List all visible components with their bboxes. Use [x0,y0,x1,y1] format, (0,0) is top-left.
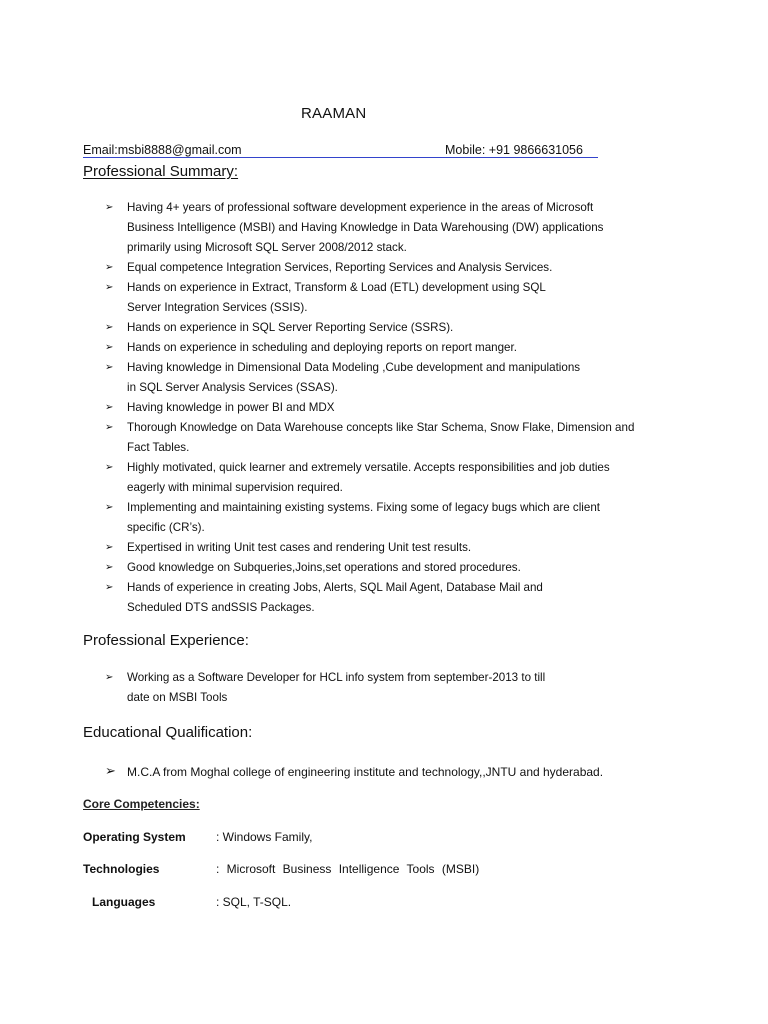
list-item [105,258,695,278]
contact-underline [83,157,598,158]
candidate-name: RAAMAN [301,105,367,122]
technologies-label: Technologies [83,862,160,876]
list-item [105,278,695,318]
list-item [105,338,695,358]
arrow-bullet-icon: ➢ [105,763,116,778]
languages-label: Languages [92,895,156,909]
list-item-text: Scheduled DTS andSSIS Packages. [127,601,315,614]
list-item-text: Good knowledge on Subqueries,Joins,set operations and stored procedures. [127,561,521,574]
professional-experience-heading: Professional Experience: [83,632,249,649]
arrow-bullet-icon: ➢ [105,342,114,353]
list-item [105,578,695,618]
list-item-text: Thorough Knowledge on Data Warehouse concepts like Star Schema, Snow Flake, Dimension and [127,421,635,434]
list-item [105,398,695,418]
list-item-text: Hands on experience in scheduling and deploying reports on report manger. [127,341,517,354]
list-item-text: Hands of experience in creating Jobs, Alerts, SQL Mail Agent, Database Mail and [127,581,543,594]
list-item-text: Hands on experience in SQL Server Reporting Service (SSRS). [127,321,454,334]
list-item [105,538,695,558]
arrow-bullet-icon: ➢ [105,462,114,473]
operating-system-label: Operating System [83,830,186,844]
list-item [105,358,695,398]
list-item [105,668,545,708]
arrow-bullet-icon: ➢ [105,422,114,433]
list-item-text: Working as a Software Developer for HCL info system from september-2013 to till [127,671,546,684]
list-item [105,498,695,538]
core-competencies-heading: Core Competencies: [83,797,200,811]
list-item-text: M.C.A from Moghal college of engineering institute and technology,,JNTU and hyderabad. [127,765,604,779]
educational-qualification-list [105,762,603,782]
technologies-value: : Microsoft Business Intelligence Tools (MSBI) [216,862,480,876]
languages-value: : SQL, T-SQL. [216,895,292,909]
list-item [105,558,695,578]
list-item-text: eagerly with minimal supervision required. [127,481,343,494]
list-item-text: in SQL Server Analysis Services (SSAS). [127,381,338,394]
arrow-bullet-icon: ➢ [105,322,114,333]
arrow-bullet-icon: ➢ [105,672,114,683]
educational-qualification-heading: Educational Qualification: [83,724,253,741]
list-item-text: Equal competence Integration Services, Reporting Services and Analysis Services. [127,261,553,274]
arrow-bullet-icon: ➢ [105,262,114,273]
list-item [105,418,695,458]
list-item-text: Having knowledge in power BI and MDX [127,401,335,414]
arrow-bullet-icon: ➢ [105,562,114,573]
professional-summary-list [105,198,695,618]
list-item-text: Business Intelligence (MSBI) and Having Knowledge in Data Warehousing (DW) applications [127,221,604,234]
list-item-text: Expertised in writing Unit test cases and rendering Unit test results. [127,541,472,554]
list-item-text: Implementing and maintaining existing systems. Fixing some of legacy bugs which are client [127,501,600,514]
list-item-text: Having 4+ years of professional software development experience in the areas of Microsoft [127,201,594,214]
list-item-text: Fact Tables. [127,441,190,454]
list-item-text: Server Integration Services (SSIS). [127,301,308,314]
arrow-bullet-icon: ➢ [105,402,114,413]
email-address: Email:msbi8888@gmail.com [83,143,242,157]
professional-summary-heading: Professional Summary: [83,163,239,180]
mobile-number: Mobile: +91 9866631056 [445,143,583,157]
list-item [105,198,695,258]
list-item-text: Hands on experience in Extract, Transform & Load (ETL) development using SQL [127,281,546,294]
list-item [105,762,603,782]
list-item-text: specific (CR’s). [127,521,205,534]
list-item-text: Having knowledge in Dimensional Data Modeling ,Cube development and manipulations [127,361,581,374]
operating-system-value: : Windows Family, [216,830,313,844]
arrow-bullet-icon: ➢ [105,362,114,373]
arrow-bullet-icon: ➢ [105,542,114,553]
professional-experience-list [105,668,545,708]
arrow-bullet-icon: ➢ [105,282,114,293]
arrow-bullet-icon: ➢ [105,582,114,593]
list-item-text: primarily using Microsoft SQL Server 2008/2012 stack. [127,241,407,254]
list-item-text: date on MSBI Tools [127,691,228,704]
arrow-bullet-icon: ➢ [105,502,114,513]
arrow-bullet-icon: ➢ [105,202,114,213]
list-item-text: Highly motivated, quick learner and extremely versatile. Accepts responsibilities and job duties [127,461,610,474]
list-item [105,318,695,338]
list-item [105,458,695,498]
